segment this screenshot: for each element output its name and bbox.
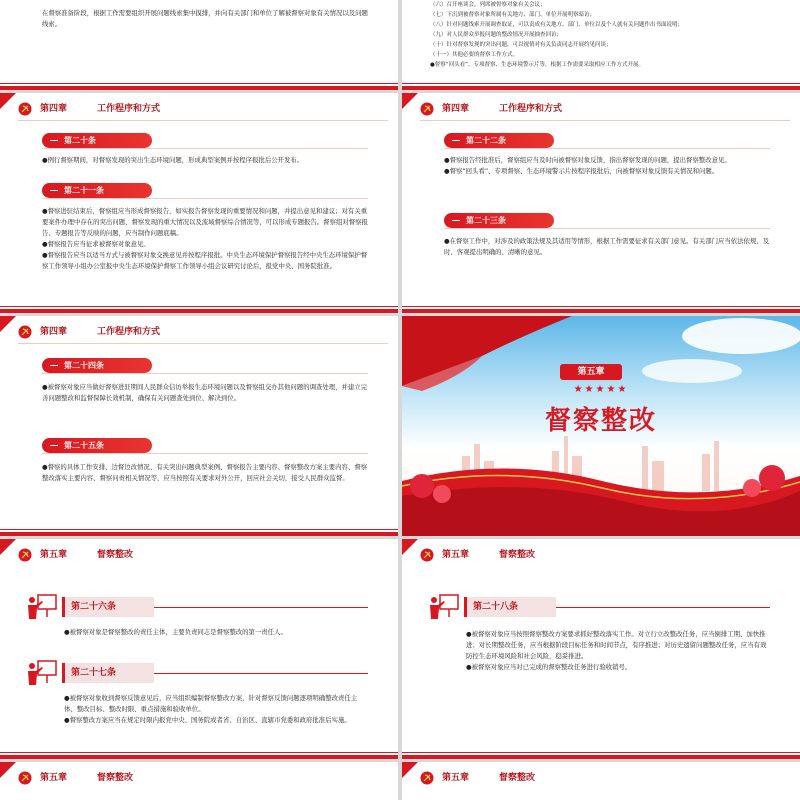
- slide-7: [0, 539, 398, 759]
- slide-10: [402, 762, 800, 800]
- footer-bar: [0, 309, 398, 313]
- cloud: [682, 318, 800, 354]
- slide-9: [0, 762, 398, 800]
- article-20-pill: 第二十条: [42, 133, 152, 148]
- chapter-title: 督察整改: [499, 550, 536, 560]
- divider: [0, 83, 398, 84]
- paragraph: ●被督察对象应当对已完成的督察整改任务进行验收销号。: [466, 663, 632, 671]
- article-25-pill: 第二十五条: [42, 438, 152, 453]
- stars-icon: ★★★★★: [573, 384, 629, 395]
- slide-3: [0, 93, 398, 313]
- tab-line: [154, 673, 368, 674]
- chapter-number-badge: 第五章: [560, 364, 622, 380]
- corner-decoration: [0, 539, 16, 555]
- header-line: [420, 120, 790, 121]
- slide-4: [402, 93, 800, 313]
- tab-line: [556, 607, 770, 608]
- article-23-pill: 第二十三条: [444, 213, 554, 228]
- list-item: （八）针对问题线索开展调查取证，可以责成有关地方、部门、单位以及个人就有关问题作出书面说明；: [430, 22, 684, 28]
- list-item: （十一）其他必要的督察工作方式。: [430, 52, 519, 58]
- list-item: （六）召开座谈会，列席被督察对象有关会议；: [430, 2, 546, 8]
- chapter-number: 第五章: [40, 550, 68, 560]
- corner-decoration: [0, 316, 16, 332]
- paragraph: ●督察报告应当以适当方式与被督察对象交换意见并按程序报批。中央生态环境保护督察报告经中央生态环境保护督察工作领导小组办公室报中央生态环境保护督察工作领导小组会议研究讨论后，报党中央、国务院批准。: [42, 251, 368, 270]
- chapter-header: [0, 93, 398, 119]
- article-28-tab: 第二十八条: [464, 597, 556, 617]
- presenter-icon: [428, 591, 460, 623]
- pill-underline: [444, 228, 770, 229]
- slide-1-text: 在督察准备阶段，根据工作需要组织开展问题线索集中摸排，并向有关部门和单位了解被督察对象有关情况以及问题线索。: [42, 9, 368, 28]
- article-21-pill: 第二十一条: [42, 183, 152, 198]
- chapter-number: 第四章: [40, 104, 68, 114]
- header-line: [18, 343, 388, 344]
- article-25-text: ●督察的具体工作安排、边督边改情况、有关突出问题典型案例、督察报告主要内容、督察整改方案主要内容、督察整改落实主要内容、督察问责相关情况等，应当按照有关要求对外公开，回应社会关切，接受人民群众监督。: [42, 463, 368, 482]
- article-24-text: ●被督察对象应当做好督察进驻期间人民群众信访举报生态环境问题以及督察组交办其他问题的调查处理，并建立完善问题整改和监督保障长效机制，确保有关问题查处到位、解决到位。: [42, 383, 368, 402]
- party-emblem-icon: [18, 324, 32, 338]
- chapter-number: 第四章: [442, 104, 470, 114]
- flag-drape: [402, 316, 572, 386]
- list-item: （七）下沉到被督察对象所属有关地方、部门、单位开展明察暗访；: [430, 12, 596, 18]
- pill-underline: [444, 148, 770, 149]
- presenter-icon: [26, 591, 58, 623]
- divider: [402, 83, 800, 84]
- cloud: [642, 359, 742, 383]
- party-emblem-icon: [420, 101, 434, 115]
- list-item: （九）对人民群众举报问题的整改情况开展抽查回访；: [430, 32, 563, 38]
- party-emblem-icon: [420, 547, 434, 561]
- chapter-header: [402, 93, 800, 119]
- footer-bar: [402, 309, 800, 313]
- party-emblem-icon: [18, 770, 32, 784]
- slide-5: [0, 316, 398, 536]
- pill-underline: [42, 198, 368, 199]
- article-28-text: [466, 629, 770, 673]
- slide-2: [402, 0, 800, 90]
- chapter-header: [0, 762, 398, 788]
- chapter-number: 第五章: [442, 773, 470, 783]
- chapter-header: [0, 316, 398, 342]
- corner-decoration: [402, 762, 418, 778]
- article-22-text: [444, 155, 770, 177]
- chapter-5-cover: [402, 316, 800, 536]
- party-emblem-icon: [18, 547, 32, 561]
- chapter-header: [0, 539, 398, 565]
- article-21-text: [42, 206, 368, 272]
- paragraph: ●被督察对象收到督察反馈意见后，应当组织编制督察整改方案，针对督察反馈问题逐项明确整改责任主体、整改目标、整改时限、重点措施和验收单位。: [64, 694, 358, 713]
- chapter-title: 督察整改: [499, 773, 536, 783]
- article-22-pill: 第二十二条: [444, 133, 554, 148]
- paragraph: ●督察“回头看”、专项督察、生态环境警示片按程序报批后，向被督察对象反馈有关情况和问题。: [444, 167, 719, 175]
- slide-1: [0, 0, 398, 90]
- chapter-title: 督察整改: [97, 773, 134, 783]
- header-line: [18, 120, 388, 121]
- article-24-pill: 第二十四条: [42, 358, 152, 373]
- footer-bar: [402, 755, 800, 759]
- paragraph: ●督察进驻结束后，督察组应当形成督察报告，如实报告督察发现的重要情况和问题，并提出意见和建议；对有关重要案件办理中存在的突出问题、督察发现的重大情况以及流域督察综合情况等，可以形成专题报告。督察组对督察报告、专题报告等反映的问题，应当制作问题底稿。: [42, 207, 368, 237]
- article-20-text: ●例行督察期间，对督察发现的突出生态环境问题，形成典型案例并按程序报批后公开发布。: [42, 156, 304, 164]
- presenter-icon: [26, 657, 58, 689]
- article-26-text: ●被督察对象是督察整改的责任主体，主要负责同志是督察整改的第一责任人。: [64, 628, 287, 636]
- chapter-cover-title: 督察整改: [544, 406, 657, 436]
- article-27-text: [64, 693, 368, 726]
- corner-decoration: [402, 93, 418, 109]
- pill-underline: [42, 453, 368, 454]
- chapter-header: [402, 762, 800, 788]
- paragraph: ●督察整改方案应当在规定时限内报党中央、国务院或者省、自治区、直辖市党委和政府批准后实施。: [64, 716, 351, 724]
- chapter-title: 工作程序和方式: [97, 327, 161, 337]
- divider: [0, 752, 398, 753]
- article-27-tab: 第二十七条: [62, 663, 154, 683]
- chapter-number: 第五章: [40, 773, 68, 783]
- chapter-number: 第五章: [442, 550, 470, 560]
- paragraph: ●督察报告应当征求被督察对象意见。: [42, 240, 150, 248]
- divider: [402, 306, 800, 307]
- pill-underline: [42, 373, 368, 374]
- divider: [402, 752, 800, 753]
- measure-list: [430, 0, 780, 70]
- footer-bar: [402, 86, 800, 90]
- paragraph: ●被督察对象应当按照督察整改方案要求抓好整改落实工作。对立行立改整改任务，应当倒排工期、加快推进；对长期整改任务，应当根据阶段目标任务和时间节点，有序推进；对历史遗留问题整改任务，应当有效防控生态环境风险和社会风险，稳妥推进。: [466, 630, 767, 660]
- tab-line: [154, 607, 368, 608]
- list-item: （十）针对督察发现的突出问题，可以视情对有关负责同志开展约见问谈；: [430, 42, 612, 48]
- paragraph: ●督察报告经批准后，督察组应当及时向被督察对象反馈，指出督察发现的问题，提出督察整改意见。: [444, 156, 731, 164]
- chapter-number: 第四章: [40, 327, 68, 337]
- corner-decoration: [0, 762, 16, 778]
- divider: [0, 306, 398, 307]
- chapter-title: 督察整改: [97, 550, 134, 560]
- corner-decoration: [0, 93, 16, 109]
- chapter-title: 工作程序和方式: [97, 104, 161, 114]
- party-emblem-icon: [18, 101, 32, 115]
- chapter-title: 工作程序和方式: [499, 104, 563, 114]
- party-emblem-icon: [420, 770, 434, 784]
- article-23-text: ●在督察工作中，对涉及的政策法规及其适用等情形，根据工作需要征求有关部门意见。有关部门应当依法依规、及时、客观提出明确的、清晰的意见。: [444, 237, 770, 256]
- article-26-tab: 第二十六条: [62, 597, 154, 617]
- slide-8: [402, 539, 800, 759]
- footer-bar: [0, 532, 398, 536]
- pill-underline: [42, 148, 368, 149]
- footer-bar: [0, 755, 398, 759]
- list-item: ●督察“回头看”、专项督察、生态环境警示片等，根据工作需要采取相应工作方式开展。: [430, 62, 645, 68]
- chapter-header: [402, 539, 800, 565]
- corner-decoration: [402, 539, 418, 555]
- footer-bar: [0, 86, 398, 90]
- divider: [0, 529, 398, 530]
